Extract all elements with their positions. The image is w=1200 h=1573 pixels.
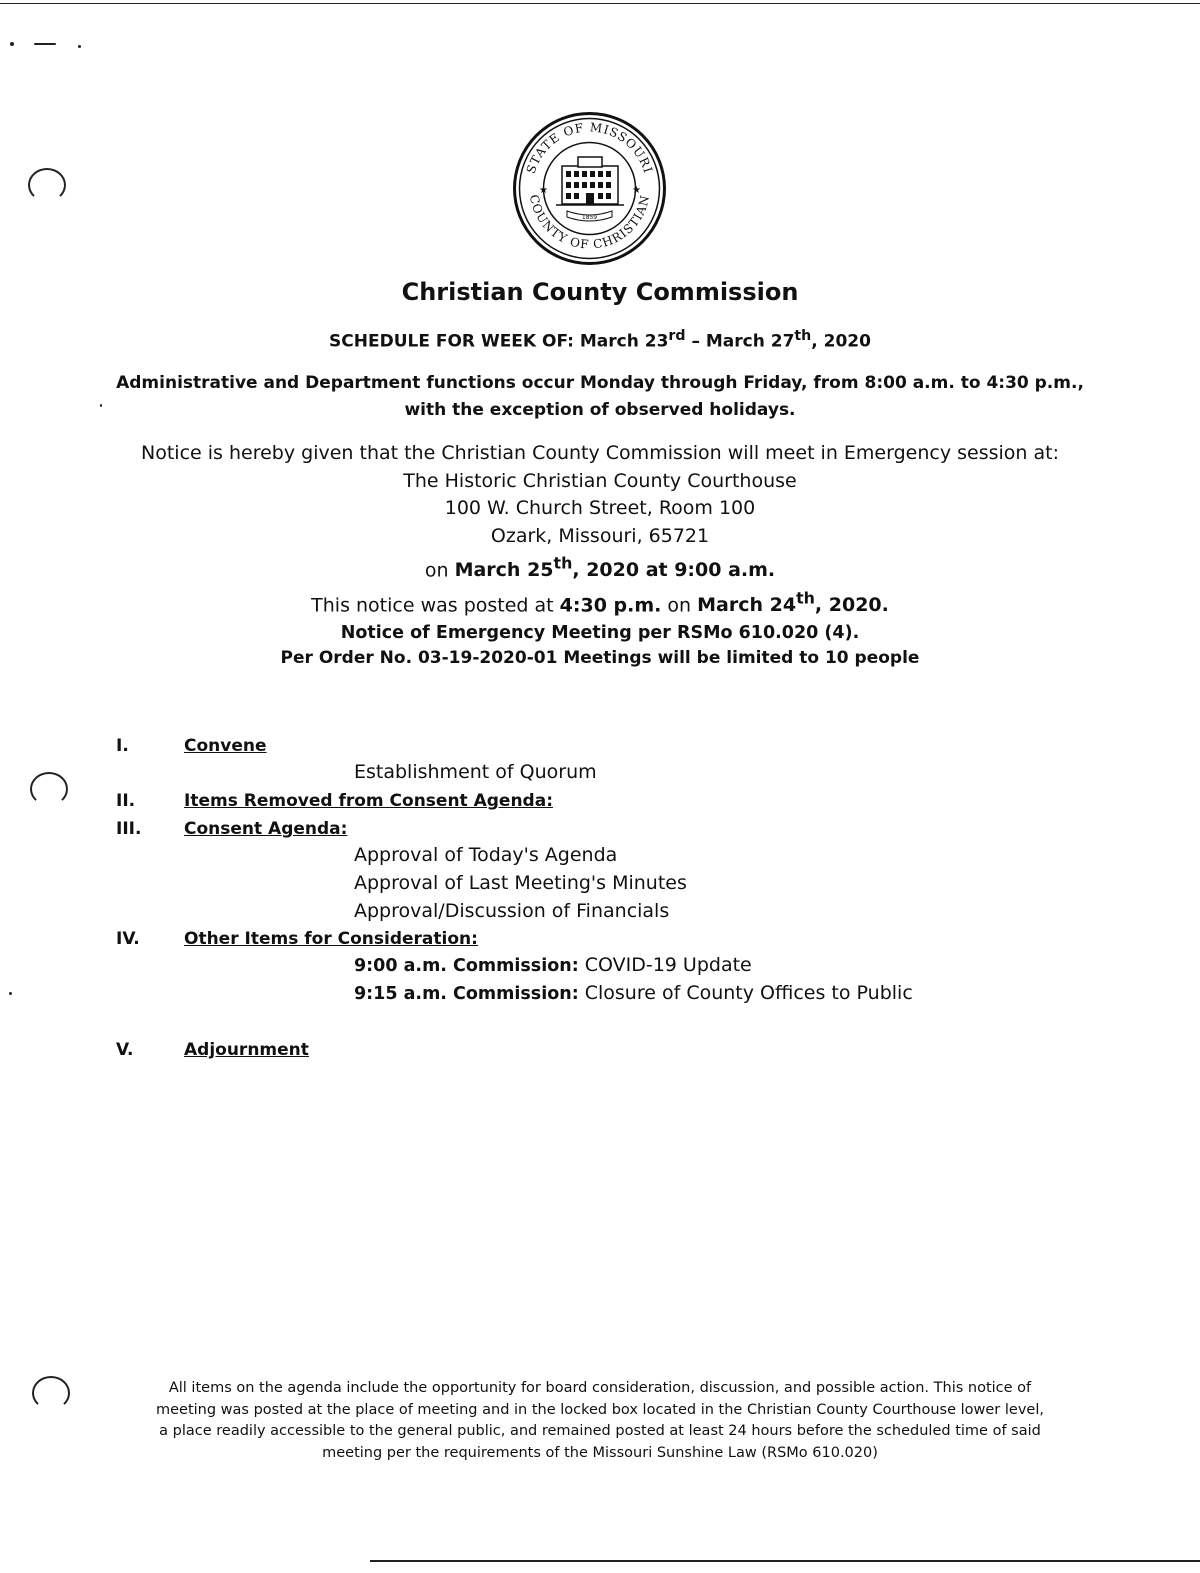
top-scan-edge-line bbox=[0, 3, 1200, 4]
section-number: V. bbox=[116, 1040, 134, 1060]
notice-venue: The Historic Christian County Courthouse bbox=[403, 469, 797, 492]
svg-text:STATE OF MISSOURI: STATE OF MISSOURI bbox=[523, 120, 656, 176]
section-number: I. bbox=[116, 736, 129, 756]
notice-intro: Notice is hereby given that the Christian County Commission will meet in Emergency session at: bbox=[141, 442, 1059, 464]
section-number: II. bbox=[116, 791, 136, 811]
schedule-week-line: SCHEDULE FOR WEEK OF: March 23rd – March 27th, 2020 bbox=[329, 328, 871, 352]
svg-text:★: ★ bbox=[539, 185, 548, 196]
meeting-notice-block bbox=[60, 440, 1140, 647]
section-heading: Convene bbox=[184, 736, 267, 756]
svg-text:COUNTY OF CHRISTIAN: COUNTY OF CHRISTIAN bbox=[526, 193, 653, 252]
notice-emergency-statute: Notice of Emergency Meeting per RSMo 610.020 (4). bbox=[340, 622, 860, 643]
punch-hole-mark bbox=[30, 772, 68, 806]
section-number: III. bbox=[116, 819, 142, 839]
svg-text:★: ★ bbox=[632, 185, 641, 196]
county-seal-logo bbox=[512, 111, 667, 266]
sunshine-law-footnote: All items on the agenda include the opportunity for board consideration, discussion, and possible action. This notice of meeting was posted at the place of meeting and in the locked box located in the Christian County Courthouse lower level, a place readily accessible to the general public, and remained posted at least 24 hours before the scheduled time of said meeting per the requirements of the Missouri Sunshine Law (RSMo 610.020) bbox=[156, 1380, 1044, 1461]
section-heading: Other Items for Consideration: bbox=[184, 929, 478, 949]
punch-hole-mark bbox=[28, 168, 66, 202]
section-heading: Adjournment bbox=[184, 1040, 309, 1060]
bottom-scan-edge-line bbox=[370, 1560, 1200, 1562]
notice-posted-time: This notice was posted at 4:30 p.m. on March 24th, 2020. bbox=[311, 588, 889, 617]
scan-speck bbox=[10, 42, 14, 46]
attendance-limit-order: Per Order No. 03-19-2020-01 Meetings will be limited to 10 people bbox=[280, 648, 920, 668]
svg-text:1859: 1859 bbox=[581, 214, 598, 221]
section-number: IV. bbox=[116, 929, 140, 949]
scan-speck bbox=[78, 45, 81, 48]
scan-speck bbox=[34, 43, 56, 45]
scan-speck bbox=[9, 992, 12, 995]
notice-street: 100 W. Church Street, Room 100 bbox=[444, 497, 756, 519]
section-heading: Items Removed from Consent Agenda: bbox=[184, 791, 553, 811]
section-heading: Consent Agenda: bbox=[184, 819, 348, 839]
notice-meeting-time: on March 25th, 2020 at 9:00 a.m. bbox=[424, 554, 776, 582]
notice-city: Ozark, Missouri, 65721 bbox=[490, 524, 710, 547]
page-title: Christian County Commission bbox=[401, 278, 799, 306]
administrative-hours-text: Administrative and Department functions occur Monday through Friday, from 8:00 a.m. to 4:30 p.m., with the exception of observed holidays. bbox=[116, 373, 1084, 420]
